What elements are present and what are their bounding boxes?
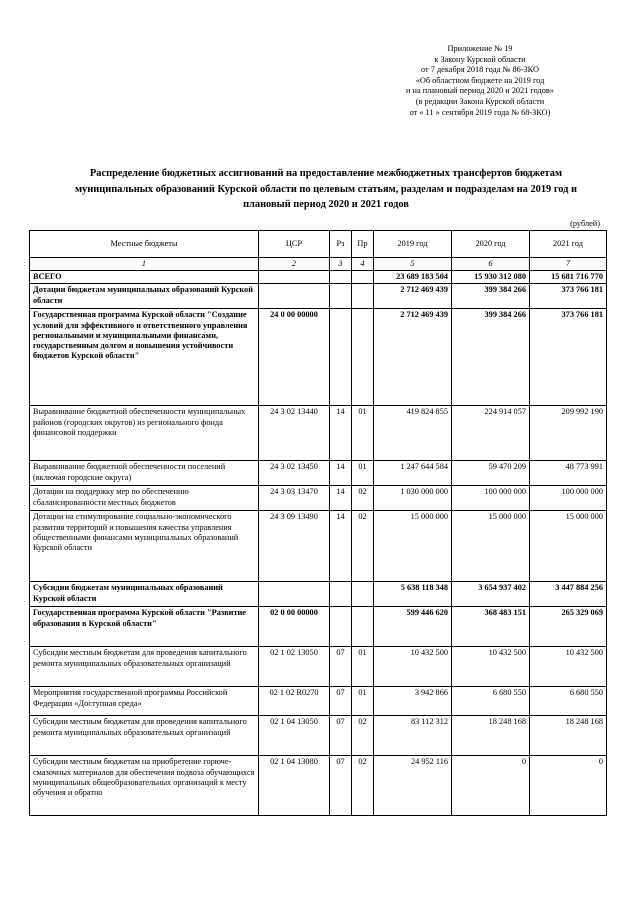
row-csr: 24 3 02 13450 bbox=[259, 461, 330, 486]
table-row bbox=[30, 607, 607, 647]
row-pr bbox=[352, 607, 374, 647]
column-number: 5 bbox=[374, 258, 452, 271]
table-row bbox=[30, 284, 607, 309]
row-rz: 07 bbox=[330, 756, 352, 816]
row-rz: 07 bbox=[330, 716, 352, 756]
row-2019: 5 638 118 348 bbox=[374, 582, 452, 607]
row-2019: 419 824 855 bbox=[374, 406, 452, 461]
row-pr bbox=[352, 309, 374, 406]
row-name: Мероприятия государственной программы Российской Федерации «Доступная среда» bbox=[30, 687, 259, 716]
row-pr: 02 bbox=[352, 716, 374, 756]
header-name: Местные бюджеты bbox=[30, 231, 259, 258]
row-csr: 24 3 02 13440 bbox=[259, 406, 330, 461]
table-row bbox=[30, 756, 607, 816]
appendix-line: к Закону Курской области bbox=[434, 54, 526, 64]
row-csr: 24 3 09 13490 bbox=[259, 511, 330, 582]
row-pr bbox=[352, 582, 374, 607]
row-name: Субсидии бюджетам муниципальных образований Курской области bbox=[30, 582, 259, 607]
row-pr: 02 bbox=[352, 756, 374, 816]
row-rz bbox=[330, 284, 352, 309]
row-2021: 373 766 181 bbox=[530, 309, 607, 406]
appendix-line: и на плановый период 2020 и 2021 годов» bbox=[406, 86, 554, 96]
column-number: 7 bbox=[530, 258, 607, 271]
appendix-line: от « 11 » сентября 2019 года № 68-ЗКО) bbox=[409, 107, 551, 117]
row-pr: 02 bbox=[352, 511, 374, 582]
row-csr: 24 0 00 00000 bbox=[259, 309, 330, 406]
row-csr bbox=[259, 271, 330, 284]
unit-label: (рублей) bbox=[570, 219, 600, 228]
table-row bbox=[30, 271, 607, 284]
row-2020: 399 384 266 bbox=[452, 309, 530, 406]
row-name: Субсидии местным бюджетам для проведения капитального ремонта муниципальных образовательных организаций bbox=[30, 716, 259, 756]
row-2021: 18 248 168 bbox=[530, 716, 607, 756]
row-name: Государственная программа Курской области "Создание условий для эффективного и ответственного управления региональными и муниципальными финансами, государственным долгом и повышения устойчивости бюджетов Курской области" bbox=[30, 309, 259, 406]
row-2019: 599 446 620 bbox=[374, 607, 452, 647]
header-2021: 2021 год bbox=[530, 231, 607, 258]
header-rz: Рз bbox=[330, 231, 352, 258]
row-pr: 01 bbox=[352, 461, 374, 486]
row-2019: 1 030 000 000 bbox=[374, 486, 452, 511]
row-csr: 02 1 04 13080 bbox=[259, 756, 330, 816]
row-2020: 0 bbox=[452, 756, 530, 816]
row-2021: 6 680 550 bbox=[530, 687, 607, 716]
appendix-line: (в редакции Закона Курской области bbox=[415, 96, 545, 106]
row-2021: 15 000 000 bbox=[530, 511, 607, 582]
row-pr: 02 bbox=[352, 486, 374, 511]
appendix-block bbox=[380, 44, 580, 118]
row-csr: 24 3 03 13470 bbox=[259, 486, 330, 511]
table-row bbox=[30, 647, 607, 687]
document-title: Распределение бюджетных ассигнований на предоставление межбюджетных трансфертов бюджетам муниципальных образований Курской области по целевым статьям, разделам и подразделам на 2019 год и плановый период 2020 и 2021 годов bbox=[74, 168, 578, 210]
row-rz: 07 bbox=[330, 647, 352, 687]
row-rz: 14 bbox=[330, 486, 352, 511]
row-rz: 14 bbox=[330, 511, 352, 582]
row-2021: 265 329 069 bbox=[530, 607, 607, 647]
row-2021: 3 447 884 256 bbox=[530, 582, 607, 607]
row-pr: 01 bbox=[352, 406, 374, 461]
row-2019: 3 942 866 bbox=[374, 687, 452, 716]
row-rz bbox=[330, 271, 352, 284]
row-pr bbox=[352, 284, 374, 309]
row-2021: 373 766 181 bbox=[530, 284, 607, 309]
row-name: Государственная программа Курской области "Развитие образования в Курской области" bbox=[30, 607, 259, 647]
row-csr bbox=[259, 284, 330, 309]
row-2020: 15 000 000 bbox=[452, 511, 530, 582]
row-2020: 368 483 151 bbox=[452, 607, 530, 647]
row-2020: 399 384 266 bbox=[452, 284, 530, 309]
row-name: Выравнивание бюджетной обеспеченности поселений (включая городские округа) bbox=[30, 461, 259, 486]
appendix-line: «Об областном бюджете на 2019 год bbox=[415, 75, 545, 85]
column-number: 1 bbox=[30, 258, 259, 271]
table-row bbox=[30, 716, 607, 756]
row-2021: 48 773 991 bbox=[530, 461, 607, 486]
column-number: 2 bbox=[259, 258, 330, 271]
row-2020: 10 432 500 bbox=[452, 647, 530, 687]
row-pr: 01 bbox=[352, 687, 374, 716]
row-rz bbox=[330, 582, 352, 607]
table-row bbox=[30, 461, 607, 486]
table-row bbox=[30, 309, 607, 406]
row-csr: 02 1 02 R0270 bbox=[259, 687, 330, 716]
row-2021: 0 bbox=[530, 756, 607, 816]
row-2019: 23 689 183 504 bbox=[374, 271, 452, 284]
table-header-row bbox=[30, 231, 607, 258]
header-pr: Пр bbox=[352, 231, 374, 258]
row-2019: 2 712 469 439 bbox=[374, 309, 452, 406]
row-rz: 07 bbox=[330, 687, 352, 716]
header-2019: 2019 год bbox=[374, 231, 452, 258]
row-rz: 14 bbox=[330, 406, 352, 461]
row-2019: 2 712 469 439 bbox=[374, 284, 452, 309]
column-number: 4 bbox=[352, 258, 374, 271]
row-rz bbox=[330, 607, 352, 647]
table-row bbox=[30, 511, 607, 582]
row-csr: 02 0 00 00000 bbox=[259, 607, 330, 647]
table-row bbox=[30, 486, 607, 511]
row-2019: 83 112 312 bbox=[374, 716, 452, 756]
appendix-line: от 7 декабря 2018 года № 86-ЗКО bbox=[421, 65, 539, 75]
header-csr: ЦСР bbox=[259, 231, 330, 258]
row-2020: 3 654 937 402 bbox=[452, 582, 530, 607]
row-2020: 59 470 209 bbox=[452, 461, 530, 486]
table-row bbox=[30, 687, 607, 716]
row-2020: 18 248 168 bbox=[452, 716, 530, 756]
table-row bbox=[30, 582, 607, 607]
row-name: Субсидии местным бюджетам для проведения капитального ремонта муниципальных образовательных организаций bbox=[30, 647, 259, 687]
row-2021: 15 681 716 770 bbox=[530, 271, 607, 284]
row-name: Дотации бюджетам муниципальных образований Курской области bbox=[30, 284, 259, 309]
row-2020: 6 680 550 bbox=[452, 687, 530, 716]
row-2019: 1 247 644 584 bbox=[374, 461, 452, 486]
row-2020: 224 914 057 bbox=[452, 406, 530, 461]
row-name: Дотации на поддержку мер по обеспечению сбалансированности местных бюджетов bbox=[30, 486, 259, 511]
row-name: Дотации на стимулирование социально-экономического развития территорий и повышения качества управления общественными финансами муниципальных образований Курской области bbox=[30, 511, 259, 582]
row-2019: 24 952 116 bbox=[374, 756, 452, 816]
appendix-line: Приложение № 19 bbox=[447, 44, 513, 53]
row-name: Выравнивание бюджетной обеспеченности муниципальных районов (городских округов) из регионального фонда финансовой поддержки bbox=[30, 406, 259, 461]
row-csr: 02 1 04 13050 bbox=[259, 716, 330, 756]
row-2020: 15 930 312 080 bbox=[452, 271, 530, 284]
row-2021: 10 432 500 bbox=[530, 647, 607, 687]
row-2021: 100 000 000 bbox=[530, 486, 607, 511]
row-name: ВСЕГО bbox=[30, 271, 259, 284]
row-rz bbox=[330, 309, 352, 406]
row-csr bbox=[259, 582, 330, 607]
row-2020: 100 000 000 bbox=[452, 486, 530, 511]
table-row bbox=[30, 406, 607, 461]
row-2019: 10 432 500 bbox=[374, 647, 452, 687]
row-csr: 02 1 02 13050 bbox=[259, 647, 330, 687]
row-rz: 14 bbox=[330, 461, 352, 486]
header-2020: 2020 год bbox=[452, 231, 530, 258]
row-2019: 15 000 000 bbox=[374, 511, 452, 582]
row-2021: 209 992 190 bbox=[530, 406, 607, 461]
row-pr: 01 bbox=[352, 647, 374, 687]
column-number: 3 bbox=[330, 258, 352, 271]
row-name: Субсидии местным бюджетам на приобретение горюче-смазочных материалов для обеспечения подвоза обучающихся муниципальных общеобразовательных организаций к месту обучения и обратно bbox=[30, 756, 259, 816]
column-number-row bbox=[30, 258, 607, 271]
budget-table bbox=[29, 230, 607, 816]
column-number: 6 bbox=[452, 258, 530, 271]
row-pr bbox=[352, 271, 374, 284]
